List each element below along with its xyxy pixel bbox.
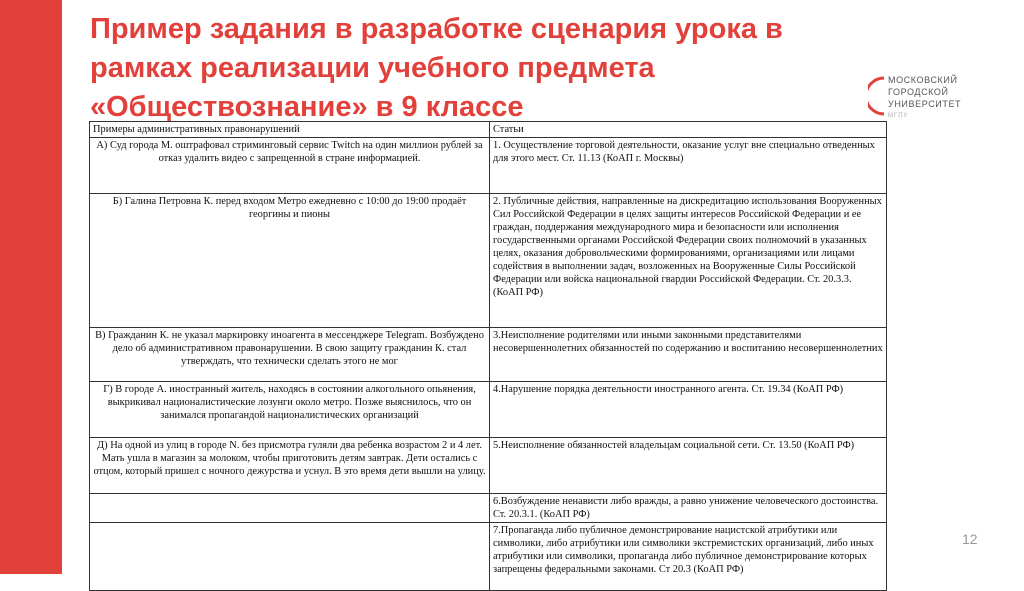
example-cell: Д) На одной из улиц в городе N. без присмотра гуляли два ребенка возрастом 2 и 4 лет. Мать ушла в магазин за молоком, чтобы приготовить детям завтрак. Дети остались с отцом, который пришел с ночного дежурства и уснул. В это время дети вышли на улицу. <box>90 438 490 494</box>
table-header-row <box>90 122 887 138</box>
example-cell <box>90 494 490 523</box>
example-cell: В) Гражданин К. не указал маркировку иноагента в мессенджере Telegram. Возбуждено дело об административном правонарушении. В свою защиту гражданин К. стал утверждать, что технически сделать этого не мог <box>90 328 490 382</box>
table-row <box>90 328 887 382</box>
table-row <box>90 523 887 591</box>
article-cell: 2. Публичные действия, направленные на дискредитацию использования Вооруженных Сил Российской Федерации в целях защиты интересов Российской Федерации и ее граждан, поддержания международного мира и безопасности или исполнения государственными органами Российской Федерации своих полномочий в указанных целях, оказания добровольческими формированиями, организациями или лицами содействия в выполнении задач, возложенных на Вооруженные Силы Российской Федерации или войска национальной гвардии Российской Федерации. Ст. 20.3.3. (КоАП РФ) <box>490 194 887 328</box>
example-cell: А) Суд города М. оштрафовал стриминговый сервис Twitch на один миллион рублей за отказ удалить видео с запрещенной в стране информацией. <box>90 138 490 194</box>
article-cell: 1. Осуществление торговой деятельности, оказание услуг вне специально отведенных для этого мест. Ст. 11.13 (КоАП г. Москвы) <box>490 138 887 194</box>
article-cell: 6.Возбуждение ненависти либо вражды, а равно унижение человеческого достоинства. Ст. 20.3.1. (КоАП РФ) <box>490 494 887 523</box>
table-row <box>90 382 887 438</box>
offenses-table <box>89 121 887 591</box>
example-cell <box>90 523 490 591</box>
page-number: 12 <box>962 531 978 547</box>
table-row <box>90 438 887 494</box>
article-cell: 7.Пропаганда либо публичное демонстрирование нацистской атрибутики или символики, либо атрибутики или символики экстремистских организаций, либо иных атрибутики или символики, пропаганда либо публичное демонстрирование которых запрещены федеральными законами. Ст 20.3 (КоАП РФ) <box>490 523 887 591</box>
article-cell: 3.Неисполнение родителями или иными законными представителями несовершеннолетних обязанностей по содержанию и воспитанию несовершеннолетних <box>490 328 887 382</box>
slide-title: Пример задания в разработке сценария урока в рамках реализации учебного предмета «Обществознание» в 9 классе <box>90 13 783 123</box>
article-cell: 5.Неисполнение обязанностей владельцам социальной сети. Ст. 13.50 (КоАП РФ) <box>490 438 887 494</box>
example-cell: Б) Галина Петровна К. перед входом Метро ежедневно с 10:00 до 19:00 продаёт георгины и пионы <box>90 194 490 328</box>
logo-line-2: ГОРОДСКОЙ <box>888 87 949 97</box>
university-logo <box>868 68 988 128</box>
logo-line-1: МОСКОВСКИЙ <box>888 75 958 85</box>
logo-line-3: УНИВЕРСИТЕТ <box>888 99 962 109</box>
header-articles: Статьи <box>490 122 887 138</box>
article-cell: 4.Нарушение порядка деятельности иностранного агента. Ст. 19.34 (КоАП РФ) <box>490 382 887 438</box>
example-cell: Г) В городе А. иностранный житель, находясь в состоянии алкогольного опьянения, выкрикивал националистические лозунги около метро. Позже выяснилось, что он занимался пропагандой националистических организаций <box>90 382 490 438</box>
logo-line-4: МГПУ <box>888 113 909 119</box>
header-examples: Примеры административных правонарушений <box>90 122 490 138</box>
table-row <box>90 494 887 523</box>
table-row <box>90 138 887 194</box>
logo-arc-icon <box>868 76 886 116</box>
table-row <box>90 194 887 328</box>
side-accent-bar <box>0 0 62 574</box>
